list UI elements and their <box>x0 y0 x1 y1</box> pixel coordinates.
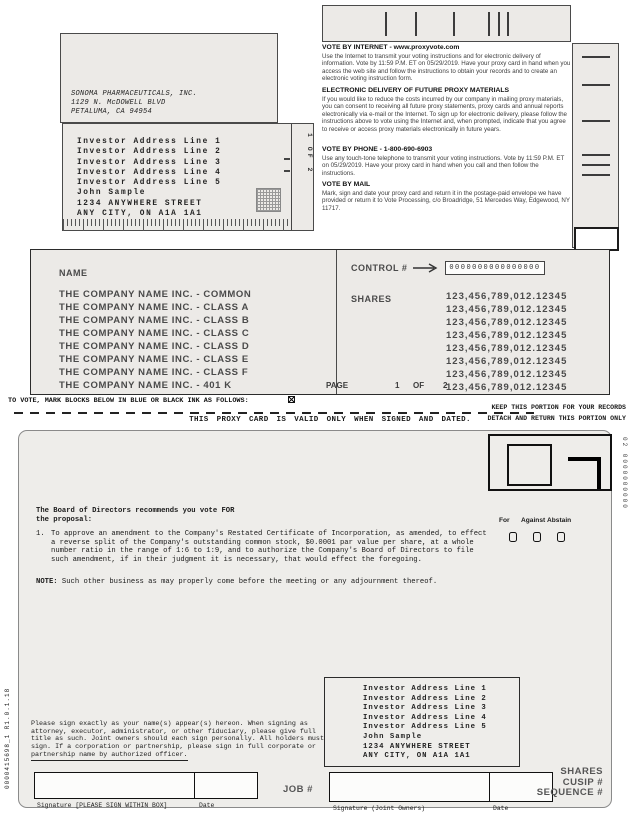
address-line: ANY CITY, ON A1A 1A1 <box>77 210 203 219</box>
address-line: Investor Address Line 2 <box>363 694 487 703</box>
proposal-text: To approve an amendment to the Company's Restated Certificate of Incorporation, as amended, to effect a reverse split of the Company's outstanding common stock, $0.0001 par value per share, at a whole number ratio in the range of 1:6 to 1:9, and to authorize the Company's Board of Directors to file such amendment, if in their judgment it is necessary, that would effect the foregoing. <box>51 530 487 564</box>
note-line <box>36 578 437 586</box>
vote-by-phone-section <box>322 146 572 177</box>
address-line: 1234 ANYWHERE STREET <box>363 742 471 751</box>
form-id-vertical: 0000415698_1 R1.0.1.18 <box>4 687 11 789</box>
account-name-row: THE COMPANY NAME INC. - 401 K <box>59 380 232 391</box>
address-line: John Sample <box>363 732 423 741</box>
address-line: John Sample <box>77 189 147 198</box>
shares-row: 123,456,789,012.12345 <box>446 304 568 315</box>
shares-row: 123,456,789,012.12345 <box>446 356 568 367</box>
option-for-label: For <box>499 517 510 524</box>
account-name-row: THE COMPANY NAME INC. - CLASS A <box>59 302 249 313</box>
company-street: 1129 N. McDOWELL BLVD <box>71 99 166 107</box>
signature-instructions <box>31 721 325 761</box>
registration-square <box>507 444 552 486</box>
section-body: Use the Internet to transmit your voting instructions and for electronic delivery of information. Vote by 11:59 P.M. ET on 05/29/2019. Have your proxy card in hand when you access the web site and follow the instructions to obtain your records and to create an electronic voting instruction form. <box>322 53 571 83</box>
column-divider <box>336 250 337 394</box>
timing-mark <box>582 174 610 176</box>
detach-return-line: DETACH AND RETURN THIS PORTION ONLY <box>487 415 626 422</box>
primary-signature-label: Signature [PLEASE SIGN WITHIN BOX] <box>37 802 168 809</box>
signature-date-divider <box>194 773 195 798</box>
vote-by-internet-section <box>322 44 572 83</box>
strip-tick <box>284 170 290 172</box>
barcode-mark <box>488 12 490 36</box>
page-current: 1 <box>395 381 400 390</box>
section-title: VOTE BY MAIL <box>322 181 371 188</box>
timing-mark <box>582 164 610 166</box>
proposal-number: 1. <box>36 530 45 538</box>
arrow-right-icon <box>413 263 439 273</box>
timing-mark <box>582 154 610 156</box>
shares-row: 123,456,789,012.12345 <box>446 330 568 341</box>
company-name: SONOMA PHARMACEUTICALS, INC. <box>71 90 198 98</box>
card-investor-address-box <box>324 677 520 767</box>
stub-cusip-label: CUSIP # <box>562 776 603 788</box>
sequence-vertical: 02 0000000000 <box>621 437 628 510</box>
for-checkbox[interactable] <box>509 532 517 542</box>
page-total: 2 <box>443 381 448 390</box>
joint-date-label: Date <box>493 805 509 812</box>
section-body: Mark, sign and date your proxy card and return it in the postage-paid envelope we have provided or return it to Vote Processing, c/o Broadridge, 51 Mercedes Way, Edgewood, NY 11717. <box>322 190 570 212</box>
board-recommendation <box>36 507 234 524</box>
shares-row: 123,456,789,012.12345 <box>446 343 568 354</box>
investor-address-box <box>62 123 314 231</box>
account-name-row: THE COMPANY NAME INC. - CLASS C <box>59 328 250 339</box>
section-body: Use any touch-tone telephone to transmit your voting instructions. Vote by 11:59 P.M. ET on 05/29/2019. Have your proxy card in hand when you call and then follow the instructions. <box>322 155 565 177</box>
vote-by-mail-section <box>322 181 572 212</box>
proposal-1 <box>36 530 488 564</box>
address-line: Investor Address Line 3 <box>77 158 222 167</box>
address-line: Investor Address Line 1 <box>363 685 487 693</box>
primary-date-label: Date <box>199 802 215 809</box>
electronic-delivery-section <box>322 87 572 133</box>
section-body: If you would like to reduce the costs incurred by our company in mailing proxy materials, you can consent to receiving all future proxy statements, proxy cards and annual reports electronically via e-mail or the Internet. To sign up for electronic delivery, please follow the instructions above to vote using the Internet and, when prompted, indicate that you agree to receive or access proxy materials electronically in future years. <box>322 96 567 133</box>
timing-mark <box>582 56 610 58</box>
timing-mark <box>582 84 610 86</box>
account-names <box>59 288 251 392</box>
ruler-minor-ticks <box>63 219 291 226</box>
primary-signature-box[interactable] <box>34 772 258 799</box>
name-label: NAME <box>59 268 88 278</box>
shares-row: 123,456,789,012.12345 <box>446 317 568 328</box>
address-line: ANY CITY, ON A1A 1A1 <box>363 752 471 761</box>
barcode-mark <box>498 12 500 36</box>
joint-signature-label: Signature (Joint Owners) <box>333 805 426 812</box>
stub-shares-label: SHARES <box>560 766 603 777</box>
control-number-label: CONTROL # <box>351 263 408 273</box>
barcode-box <box>322 5 571 42</box>
joint-signature-box[interactable] <box>329 772 553 802</box>
option-abstain-label: Abstain <box>547 517 572 524</box>
ruler-marks <box>63 219 291 231</box>
stub-sequence-label: SEQUENCE # <box>536 787 603 798</box>
shares-row: 123,456,789,012.12345 <box>446 291 568 302</box>
page-label: PAGE <box>326 381 349 390</box>
address-line: Investor Address Line 5 <box>77 179 222 188</box>
account-name-row: THE COMPANY NAME INC. - CLASS D <box>59 341 250 352</box>
registration-box <box>574 227 619 251</box>
section-title: ELECTRONIC DELIVERY OF FUTURE PROXY MATERIALS <box>322 87 510 94</box>
investor-address <box>77 137 221 219</box>
proxy-ballot-card <box>18 430 612 812</box>
against-checkbox[interactable] <box>533 532 541 542</box>
abstain-checkbox[interactable] <box>557 532 565 542</box>
barcode-mark <box>415 12 417 36</box>
account-summary-box <box>30 249 610 395</box>
address-line: 1234 ANYWHERE STREET <box>77 199 203 208</box>
account-name-row: THE COMPANY NAME INC. - CLASS B <box>59 315 250 326</box>
signature-instructions-underlined: partnership name by authorized officer. <box>31 750 188 759</box>
signature-instructions-text: Please sign exactly as your name(s) appear(s) hereon. When signing as attorney, executor, administrator, or other fiduciary, please give full title as such. Joint owners should each sign personally. All holders must sign. If a corporation or partnership, please sign in full corporate or <box>31 720 324 752</box>
address-line: Investor Address Line 4 <box>77 168 222 177</box>
company-address <box>71 90 197 117</box>
address-line: Investor Address Line 2 <box>77 148 222 157</box>
shares-row: 123,456,789,012.12345 <box>446 369 568 380</box>
barcode-mark <box>507 12 509 36</box>
account-name-row: THE COMPANY NAME INC. - COMMON <box>59 289 252 300</box>
mark-instruction-line: TO VOTE, MARK BLOCKS BELOW IN BLUE OR BLACK INK AS FOLLOWS: <box>8 397 249 405</box>
shares-label: SHARES <box>351 294 392 304</box>
corner-bracket-mark <box>568 457 601 489</box>
timing-mark <box>582 120 610 122</box>
address-line: Investor Address Line 5 <box>363 723 487 732</box>
right-mark-column <box>572 43 619 248</box>
section-title: VOTE BY PHONE - 1-800-690-6903 <box>322 146 433 153</box>
account-name-row: THE COMPANY NAME INC. - CLASS F <box>59 367 249 378</box>
note-label: NOTE: <box>36 578 58 586</box>
job-number-label: JOB # <box>283 784 313 795</box>
recommendation-line: The Board of Directors recommends you vote FOR <box>36 507 235 515</box>
shares-row: 123,456,789,012.12345 <box>446 382 568 393</box>
crosshatch-calibration-mark <box>256 188 281 212</box>
valid-when-signed-line: THIS PROXY CARD IS VALID ONLY WHEN SIGNED AND DATED. <box>189 416 471 424</box>
account-name-row: THE COMPANY NAME INC. - CLASS E <box>59 354 249 365</box>
option-against-label: Against <box>521 517 546 524</box>
barcode-mark <box>453 12 455 36</box>
control-number-row <box>351 261 545 275</box>
section-title: VOTE BY INTERNET - www.proxyvote.com <box>322 44 460 51</box>
address-line: Investor Address Line 4 <box>363 713 487 722</box>
shares-values <box>446 290 567 394</box>
marked-checkbox-icon <box>288 396 295 403</box>
signature-date-divider <box>489 773 490 801</box>
scanner-registration-box <box>488 434 612 491</box>
stub-labels <box>537 767 603 799</box>
keep-portion-line: KEEP THIS PORTION FOR YOUR RECORDS <box>491 404 626 411</box>
page-of: OF <box>413 381 425 390</box>
address-line: Investor Address Line 1 <box>77 138 222 146</box>
recommendation-line: the proposal: <box>36 515 93 524</box>
address-line: Investor Address Line 3 <box>363 704 487 713</box>
strip-tick <box>284 158 290 160</box>
page-marker-vertical: 1 OF 2 <box>306 133 313 175</box>
barcode-mark <box>385 12 387 36</box>
detach-perforation-line <box>14 412 534 414</box>
note-text: Such other business as may properly come before the meeting or any adjournment thereof. <box>61 578 438 586</box>
company-address-box <box>60 33 278 123</box>
company-city: PETALUMA, CA 94954 <box>71 108 153 116</box>
control-number-field[interactable]: 0000000000000000 <box>445 261 544 275</box>
